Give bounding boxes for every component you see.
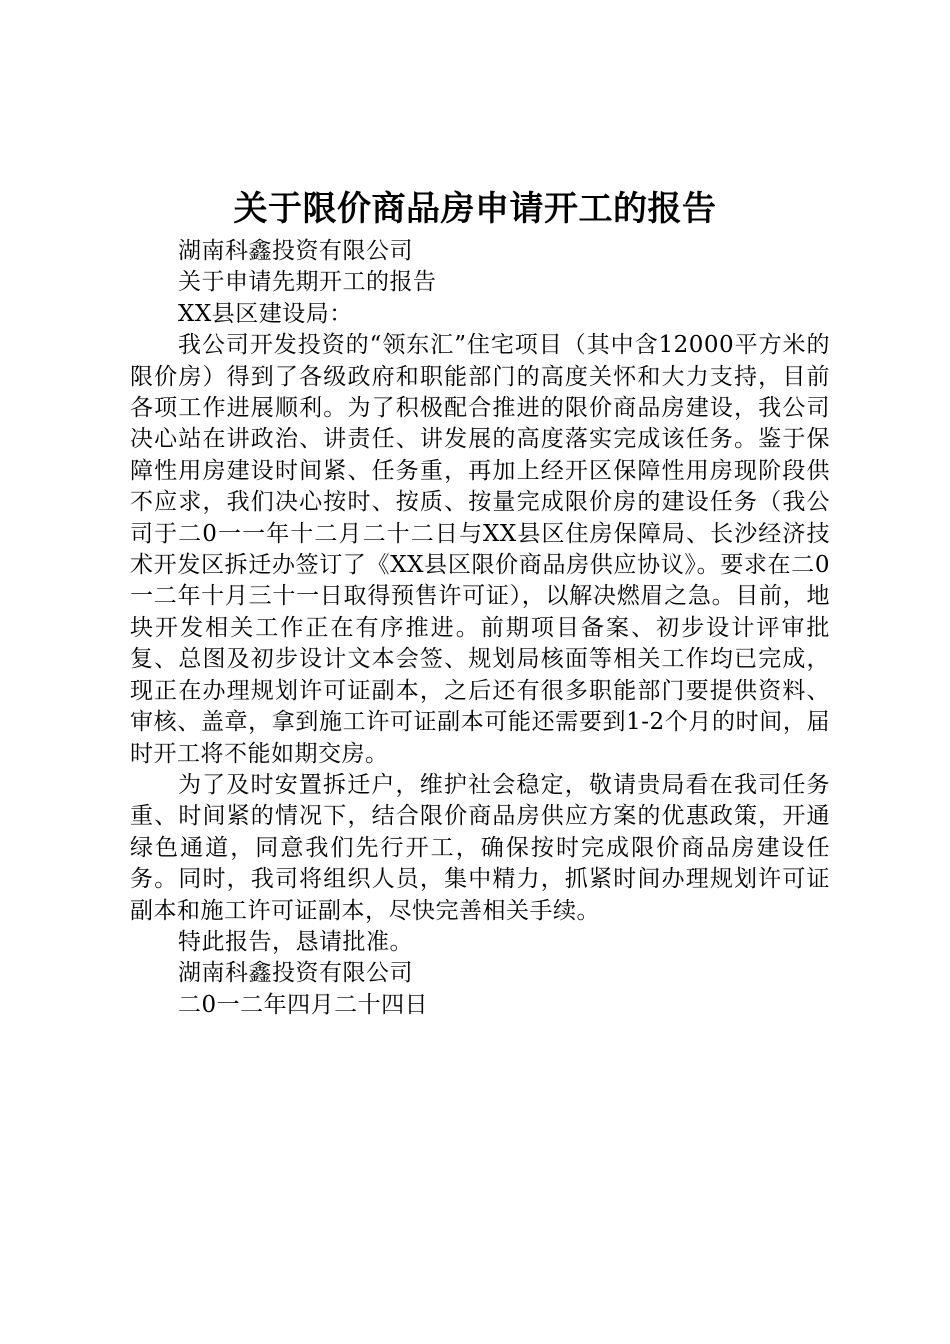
company-name-header: 湖南科鑫投资有限公司 bbox=[178, 238, 413, 264]
body-paragraph: 为了及时安置拆迁户，维护社会稳定，敬请贵局看在我司任务重、时间紧的情况下，结合限价商品房供应方案的优惠政策，开通绿色通道，同意我们先行开工，确保按时完成限价商品房建设任务。同时，我司将组织人员，集中精力，抓紧时间办理规划许可证副本和施工许可证副本，尽快完善相关手续。 bbox=[130, 771, 830, 924]
report-subtitle: 关于申请先期开工的报告 bbox=[178, 269, 437, 296]
body-paragraph: 我公司开发投资的“领东汇”住宅项目（其中含12000平方米的限价房）得到了各级政府和职能部门的高度关怀和大力支持，目前各项工作进展顺利。为了积极配合推进的限价商品房建设，我公司决心站在讲政治、讲责任、讲发展的高度落实完成该任务。鉴于保障性用房建设时间紧、任务重，再加上经开区保障性用房现阶段供不应求，我们决心按时、按质、按量完成限价房的建设任务（我公司于二0一一年十二月二十二日与XX县区住房保障局、长沙经济技术开发区拆迁办签订了《XX县区限价商品房供应协议》。要求在二0一二年十月三十一日取得预售许可证），以解决燃眉之急。目前，地块开发相关工作正在有序推进。前期项目备案、初步设计评审批复、总图及初步设计文本会签、规划局核面等相关工作均已完成，现正在办理规划许可证副本，之后还有很多职能部门要提供资料、审核、盖章，拿到施工许可证副本可能还需要到1-2个月的时间，届时开工将不能如期交房。 bbox=[130, 332, 830, 767]
recipient-line: XX县区建设局： bbox=[178, 300, 353, 327]
closing-line: 特此报告，恳请批准。 bbox=[178, 928, 413, 955]
signature-date: 二0一二年四月二十四日 bbox=[178, 991, 429, 1018]
document-body bbox=[130, 236, 830, 1021]
document-title: 关于限价商品房申请开工的报告 bbox=[233, 189, 717, 229]
signature-company: 湖南科鑫投资有限公司 bbox=[178, 960, 413, 987]
